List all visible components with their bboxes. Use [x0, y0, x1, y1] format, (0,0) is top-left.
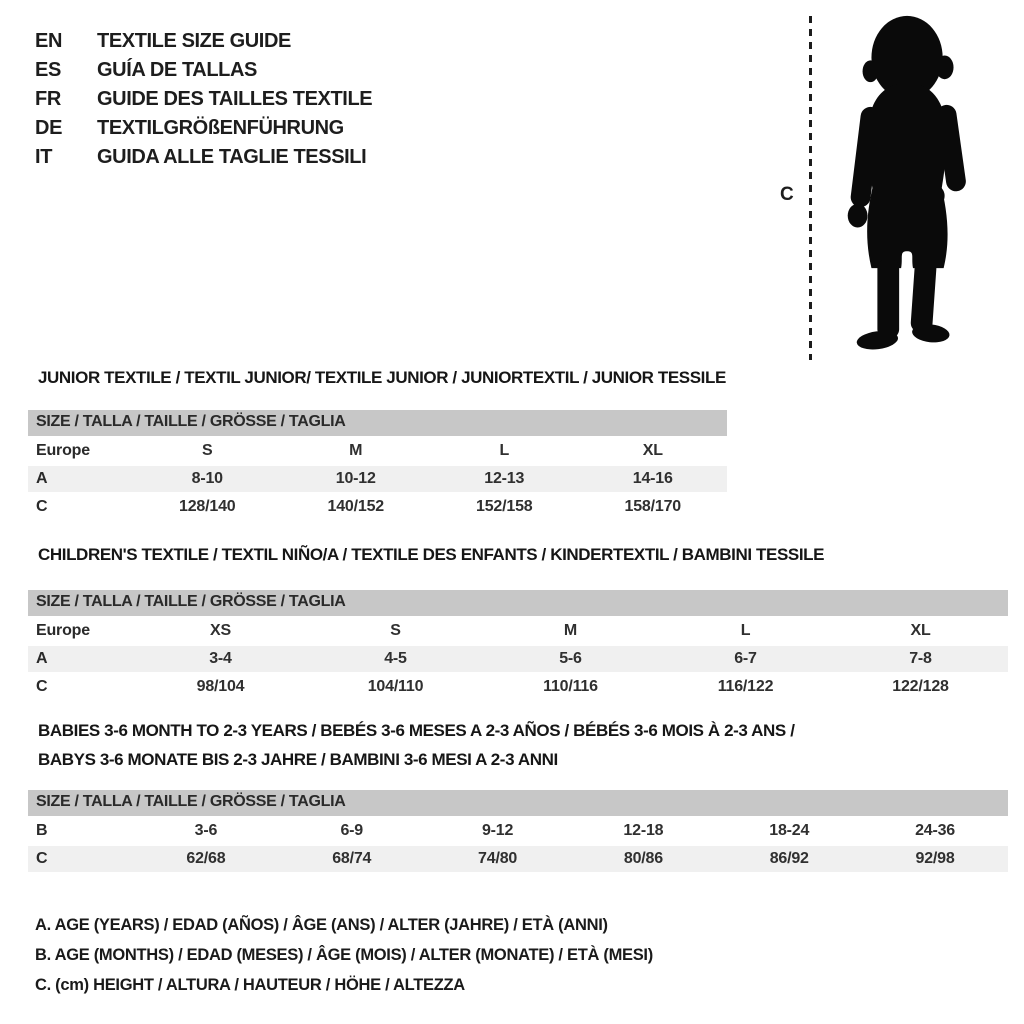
table-row	[28, 818, 1008, 844]
table-cell: L	[740, 622, 751, 639]
language-code: ES	[35, 59, 62, 81]
table-cell: M	[563, 622, 578, 639]
table-cell: 62/68	[186, 850, 226, 867]
language-row-it	[35, 143, 372, 172]
table-cell: 8-10	[191, 470, 223, 487]
table-cell: S	[202, 442, 213, 459]
junior-section-heading: JUNIOR TEXTILE / TEXTIL JUNIOR/ TEXTILE JUNIOR / JUNIORTEXTIL / JUNIOR TESSILE	[38, 368, 726, 387]
children-section-heading: CHILDREN'S TEXTILE / TEXTIL NIÑO/A / TEXTILE DES ENFANTS / KINDERTEXTIL / BAMBINI TESSILE	[38, 545, 825, 564]
toddler-silhouette-image	[822, 8, 1002, 364]
language-row-de	[35, 114, 372, 143]
table-row	[28, 846, 1008, 872]
table-cell: 104/110	[367, 678, 424, 695]
table-cell: 3-4	[209, 650, 232, 667]
table-cell: 12-13	[484, 470, 525, 487]
table-cell: 4-5	[384, 650, 407, 667]
legend-age-years: A. AGE (YEARS) / EDAD (AÑOS) / ÂGE (ANS) / ALTER (JAHRE) / ETÀ (ANNI)	[35, 916, 608, 934]
table-cell: 3-6	[194, 822, 218, 839]
height-dashed-line	[809, 16, 812, 360]
table-row	[28, 618, 1008, 644]
table-cell: S	[390, 622, 401, 639]
table-row	[28, 674, 1008, 700]
row-label: C	[36, 678, 48, 695]
table-cell: 24-36	[915, 822, 956, 839]
guide-title-fr: GUIDE DES TAILLES TEXTILE	[97, 88, 373, 110]
table-row	[28, 438, 727, 464]
guide-title-it: GUIDA ALLE TAGLIE TESSILI	[97, 146, 367, 168]
row-label: Europe	[36, 622, 90, 639]
table-cell: 18-24	[769, 822, 810, 839]
table-body	[28, 618, 1008, 700]
table-row	[28, 646, 1008, 672]
height-c-label: C	[780, 184, 794, 205]
table-body	[28, 438, 727, 520]
table-header: SIZE / TALLA / TAILLE / GRÖSSE / TAGLIA	[28, 410, 727, 436]
babies-size-table	[28, 790, 1008, 874]
table-cell: 128/140	[179, 498, 236, 515]
table-cell: 6-7	[734, 650, 757, 667]
table-cell: 92/98	[915, 850, 955, 867]
table-cell: 116/122	[717, 678, 774, 695]
table-cell: 122/128	[892, 678, 949, 695]
children-size-table	[28, 590, 1008, 702]
table-header: SIZE / TALLA / TAILLE / GRÖSSE / TAGLIA	[28, 790, 1008, 816]
language-code: EN	[35, 30, 63, 52]
junior-size-table	[28, 410, 727, 522]
table-row	[28, 494, 727, 520]
table-cell: 14-16	[632, 470, 673, 487]
table-cell: 7-8	[909, 650, 932, 667]
babies-section-heading-line1: BABIES 3-6 MONTH TO 2-3 YEARS / BEBÉS 3-6 MESES A 2-3 AÑOS / BÉBÉS 3-6 MOIS À 2-3 ANS /	[38, 721, 795, 740]
legend-height-cm: C. (cm) HEIGHT / ALTURA / HAUTEUR / HÖHE / ALTEZZA	[35, 976, 465, 994]
table-cell: 140/152	[327, 498, 384, 515]
language-row-es	[35, 56, 372, 85]
table-row	[28, 466, 727, 492]
table-cell: 158/170	[624, 498, 681, 515]
row-label: C	[36, 498, 48, 515]
table-body	[28, 818, 1008, 872]
table-cell: XS	[210, 622, 231, 639]
table-cell: 74/80	[478, 850, 518, 867]
row-label: C	[36, 850, 48, 867]
table-header: SIZE / TALLA / TAILLE / GRÖSSE / TAGLIA	[28, 590, 1008, 616]
language-row-en	[35, 27, 372, 56]
table-cell: 80/86	[623, 850, 663, 867]
table-cell: 110/116	[543, 678, 598, 695]
height-measure-figure	[778, 4, 1024, 368]
table-cell: M	[349, 442, 363, 459]
row-label: A	[36, 470, 48, 487]
table-cell: 10-12	[335, 470, 376, 487]
table-cell: L	[499, 442, 510, 459]
language-code: FR	[35, 88, 62, 110]
table-cell: 9-12	[481, 822, 514, 839]
language-code: IT	[35, 146, 53, 168]
row-label: Europe	[36, 442, 90, 459]
table-cell: 68/74	[332, 850, 372, 867]
babies-section-heading-line2: BABYS 3-6 MONATE BIS 2-3 JAHRE / BAMBINI 3-6 MESI A 2-3 ANNI	[38, 750, 558, 769]
measurement-legend	[35, 912, 653, 1002]
legend-age-months: B. AGE (MONTHS) / EDAD (MESES) / ÂGE (MOIS) / ALTER (MONATE) / ETÀ (MESI)	[35, 946, 653, 964]
table-cell: XL	[910, 622, 931, 639]
language-list	[35, 27, 372, 172]
guide-title-es: GUÍA DE TALLAS	[97, 59, 257, 81]
table-cell: 12-18	[623, 822, 664, 839]
table-cell: 6-9	[340, 822, 363, 839]
table-cell: 5-6	[559, 650, 582, 667]
guide-title-de: TEXTILGRÖßENFÜHRUNG	[97, 117, 344, 139]
table-cell: 152/158	[476, 498, 533, 515]
language-code: DE	[35, 117, 63, 139]
language-row-fr	[35, 85, 372, 114]
table-cell: 98/104	[196, 678, 245, 695]
row-label: A	[36, 650, 48, 667]
table-cell: 86/92	[769, 850, 809, 867]
table-cell: XL	[642, 442, 663, 459]
row-label: B	[36, 822, 48, 839]
guide-title-en: TEXTILE SIZE GUIDE	[97, 30, 291, 52]
